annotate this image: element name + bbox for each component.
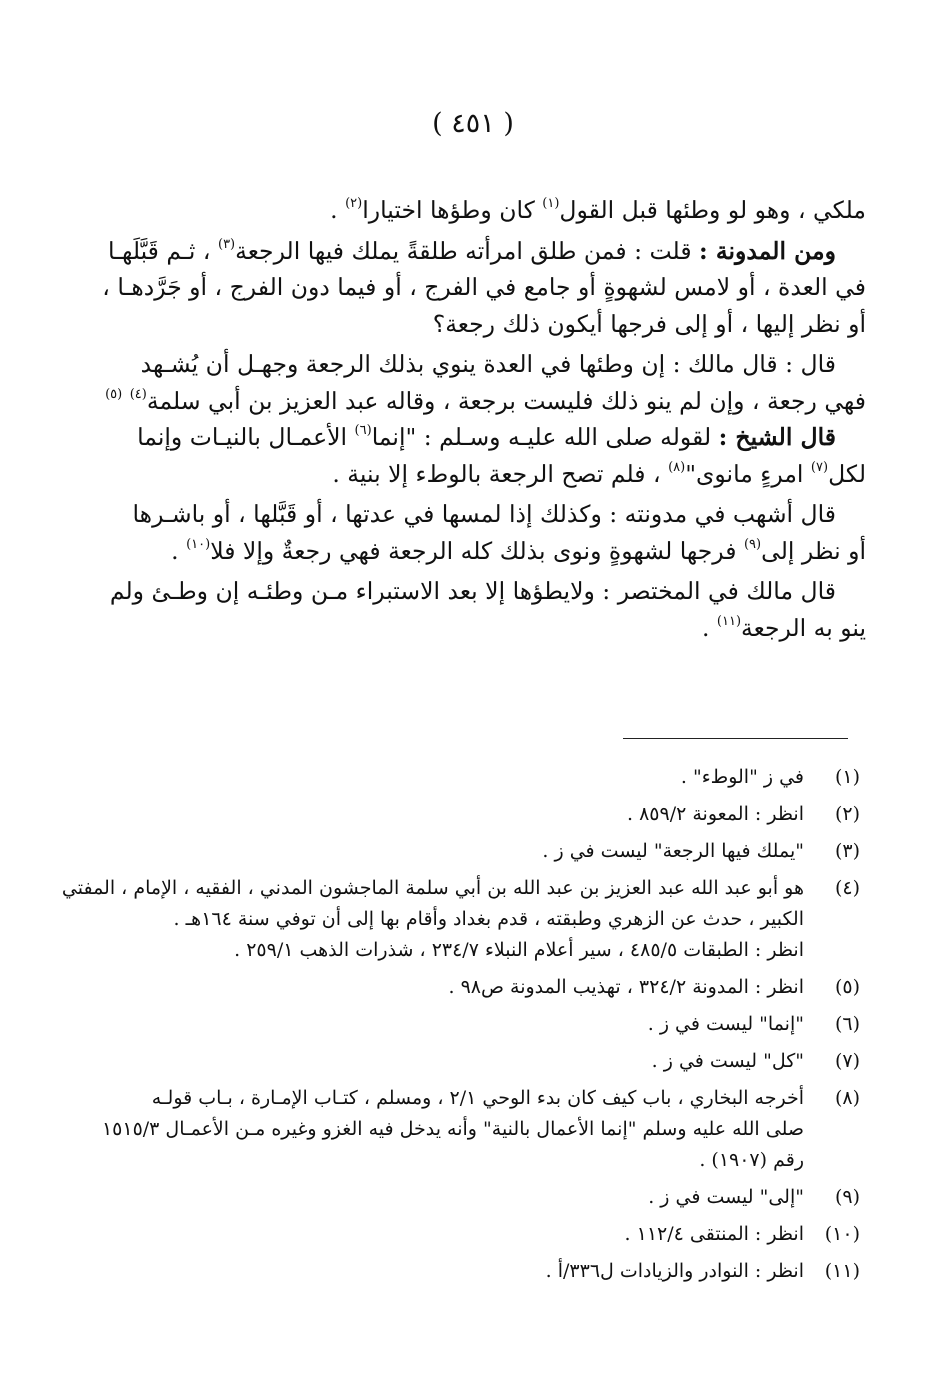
footnote-text (76, 1083, 804, 1176)
footnote-divider (623, 738, 848, 739)
footnote-text (76, 972, 804, 1003)
footnote-ref[interactable]: (١) (542, 196, 560, 211)
footnote-line: انظر : المعونة ٨٥٩/٢ . (627, 803, 804, 825)
footnote-ref[interactable]: (٤) (129, 386, 147, 402)
text-run: ، فلم تصح الرجعة بالوطء إلا بنية . (332, 459, 669, 488)
text-run: . (171, 536, 187, 565)
text-line (76, 533, 866, 570)
text-line: قال : قال مالك : إن وطئها في العدة ينوي بذلك الرجعة وجهـل أن يُشـهد (140, 350, 836, 378)
text-run: امرءٍ مانوى" (685, 459, 811, 488)
footnote-item (76, 1009, 866, 1040)
text-run: لكل (828, 459, 866, 488)
section-lead: قال الشيخ : (718, 423, 836, 451)
text-run: الأعمـال بالنيـات وإنما (137, 423, 355, 451)
text-line (76, 383, 866, 420)
footnote-text (76, 762, 804, 793)
text-run: لقوله صلى الله عليـه وسـلم : "إنما (371, 423, 719, 451)
footnote-ref[interactable]: (٧) (810, 459, 829, 475)
footnote-number: (٦) (834, 1013, 860, 1035)
text-line (76, 419, 866, 456)
footnote-ref[interactable]: (٩) (743, 536, 762, 552)
footnote-line: هو أبو عبد الله عبد العزيز بن عبد الله بن أبي سلمة الماجشون المدني ، الفقيه ، الإمام ، المفتي (61, 877, 804, 899)
footnote-item (76, 1256, 866, 1287)
text-line (76, 233, 866, 270)
footnote-ref[interactable]: (٣) (217, 236, 236, 252)
footnote-line: "إلى" ليست في ز . (648, 1186, 804, 1208)
text-line: قال مالك في المختصر : ولايطؤها إلا بعد الاستبراء مـن وطئـه إن وطـئ ولم (109, 577, 836, 605)
footnote-number: (١) (834, 766, 860, 788)
text-run: فرجها لشهوةٍ ونوى بذلك كله الرجعة فهي رجعةٌ وإلا فلا (210, 536, 744, 565)
footnote-number: (٧) (834, 1050, 860, 1072)
footnote-item (61, 873, 866, 966)
text-run: كان وطؤها اختيارا (362, 196, 543, 224)
footnote-line: رقم (١٩٠٧) . (699, 1149, 804, 1171)
main-text (76, 192, 866, 646)
footnote-line: انظر : المدونة ٣٢٤/٢ ، تهذيب المدونة ص٩٨ . (448, 976, 804, 998)
page-number: ( ٤٥١ ) (432, 108, 514, 139)
text-run: . (701, 613, 717, 642)
footnote-ref[interactable]: (١١) (716, 613, 742, 629)
footnote-number: (١١) (824, 1260, 860, 1282)
footnote-item (76, 799, 866, 830)
text-line: قال أشهب في مدونته : وكذلك إذا لمسها في عدتها ، أو قَبَّلها ، أو باشـرها (132, 500, 836, 528)
text-run: ملكي ، وهو لو وطئها قبل القول (559, 196, 866, 224)
footnote-line: الكبير ، حدث عن الزهري وطبقته ، قدم بغداد وأقام بها إلى أن توفي سنة ١٦٤هـ . (173, 908, 804, 930)
footnote-line: في ز "الوطء" . (680, 766, 804, 788)
footnote-item (76, 762, 866, 793)
footnote-ref[interactable]: (٨) (668, 459, 686, 475)
text-run: أو نظر إلى (761, 536, 866, 565)
footnote-number: (٣) (834, 840, 860, 862)
footnote-text (76, 1009, 804, 1040)
footnote-number: (٨) (834, 1087, 860, 1109)
footnote-line: "إنما" ليست في ز . (647, 1013, 804, 1035)
text-line (76, 610, 866, 647)
footnote-number: (٩) (834, 1186, 860, 1208)
footnote-text (76, 1219, 804, 1250)
footnote-line: انظر : النوادر والزيادات ل٣٣٦/أ . (545, 1260, 804, 1282)
footnote-item (76, 836, 866, 867)
footnote-number: (٢) (834, 803, 860, 825)
text-line (76, 456, 866, 493)
text-run: قلت : فمن طلق امرأته طلقةً يملك فيها الرجعة (235, 236, 700, 265)
footnote-item (76, 1083, 866, 1176)
footnote-text (76, 1182, 804, 1213)
footnote-number: (١٠) (824, 1223, 860, 1245)
footnote-text (76, 1256, 804, 1287)
footnote-number: (٤) (834, 877, 860, 899)
text-run: ينو به الرجعة (741, 613, 866, 642)
footnote-line: صلى الله عليه وسلم "إنما الأعمال بالنية" وأنه يدخل فيه الغزو وغيره مـن الأعمـال ١٥١٥/٣ (101, 1118, 804, 1140)
footnote-text (76, 799, 804, 830)
footnote-text (62, 873, 804, 966)
section-lead: ومن المدونة : (699, 236, 836, 265)
text-line: في العدة ، أو لامس لشهوةٍ أو جامع في الفرج ، أو فيما دون الفرج ، أو جَرَّدهـا ، (102, 273, 866, 301)
footnote-text (76, 836, 804, 867)
footnote-item (76, 972, 866, 1003)
footnote-ref[interactable]: (٢) (345, 196, 363, 211)
text-run: فهي رجعة ، وإن لم ينو ذلك فليست برجعة ، وقاله عبد العزيز بن أبي سلمة (146, 386, 866, 415)
footnote-item (76, 1046, 866, 1077)
footnote-ref[interactable]: (١٠) (186, 536, 211, 552)
footnote-number: (٥) (834, 976, 860, 998)
footnote-line: "يملك فيها الرجعة" ليست في ز . (542, 840, 804, 862)
text-line (76, 192, 866, 229)
footnote-line: انظر : الطبقات ٤٨٥/٥ ، سير أعلام النبلاء ٢٣٤/٧ ، شذرات الذهب ٢٥٩/١ . (234, 939, 804, 961)
footnote-item (76, 1219, 866, 1250)
footnote-text (76, 1046, 804, 1077)
text-run: ، ثـم قَبَّلَهـا (107, 236, 218, 265)
footnote-line: "كل" ليست في ز . (651, 1050, 804, 1072)
footnote-line: انظر : المنتقى ١١٢/٤ . (624, 1223, 804, 1245)
footnote-ref[interactable]: (٦) (354, 423, 372, 438)
footnote-line: أخرجه البخاري ، باب كيف كان بدء الوحي ٢/١ ، ومسلم ، كتـاب الإمـارة ، بـاب قولـه (151, 1087, 804, 1109)
footnote-ref[interactable]: (٥) (105, 386, 123, 402)
text-run: . (330, 196, 346, 224)
footnote-item (76, 1182, 866, 1213)
text-line: أو نظر إليها ، أو إلى فرجها أيكون ذلك رجعة؟ (432, 309, 866, 338)
footnotes-section (61, 762, 866, 1293)
